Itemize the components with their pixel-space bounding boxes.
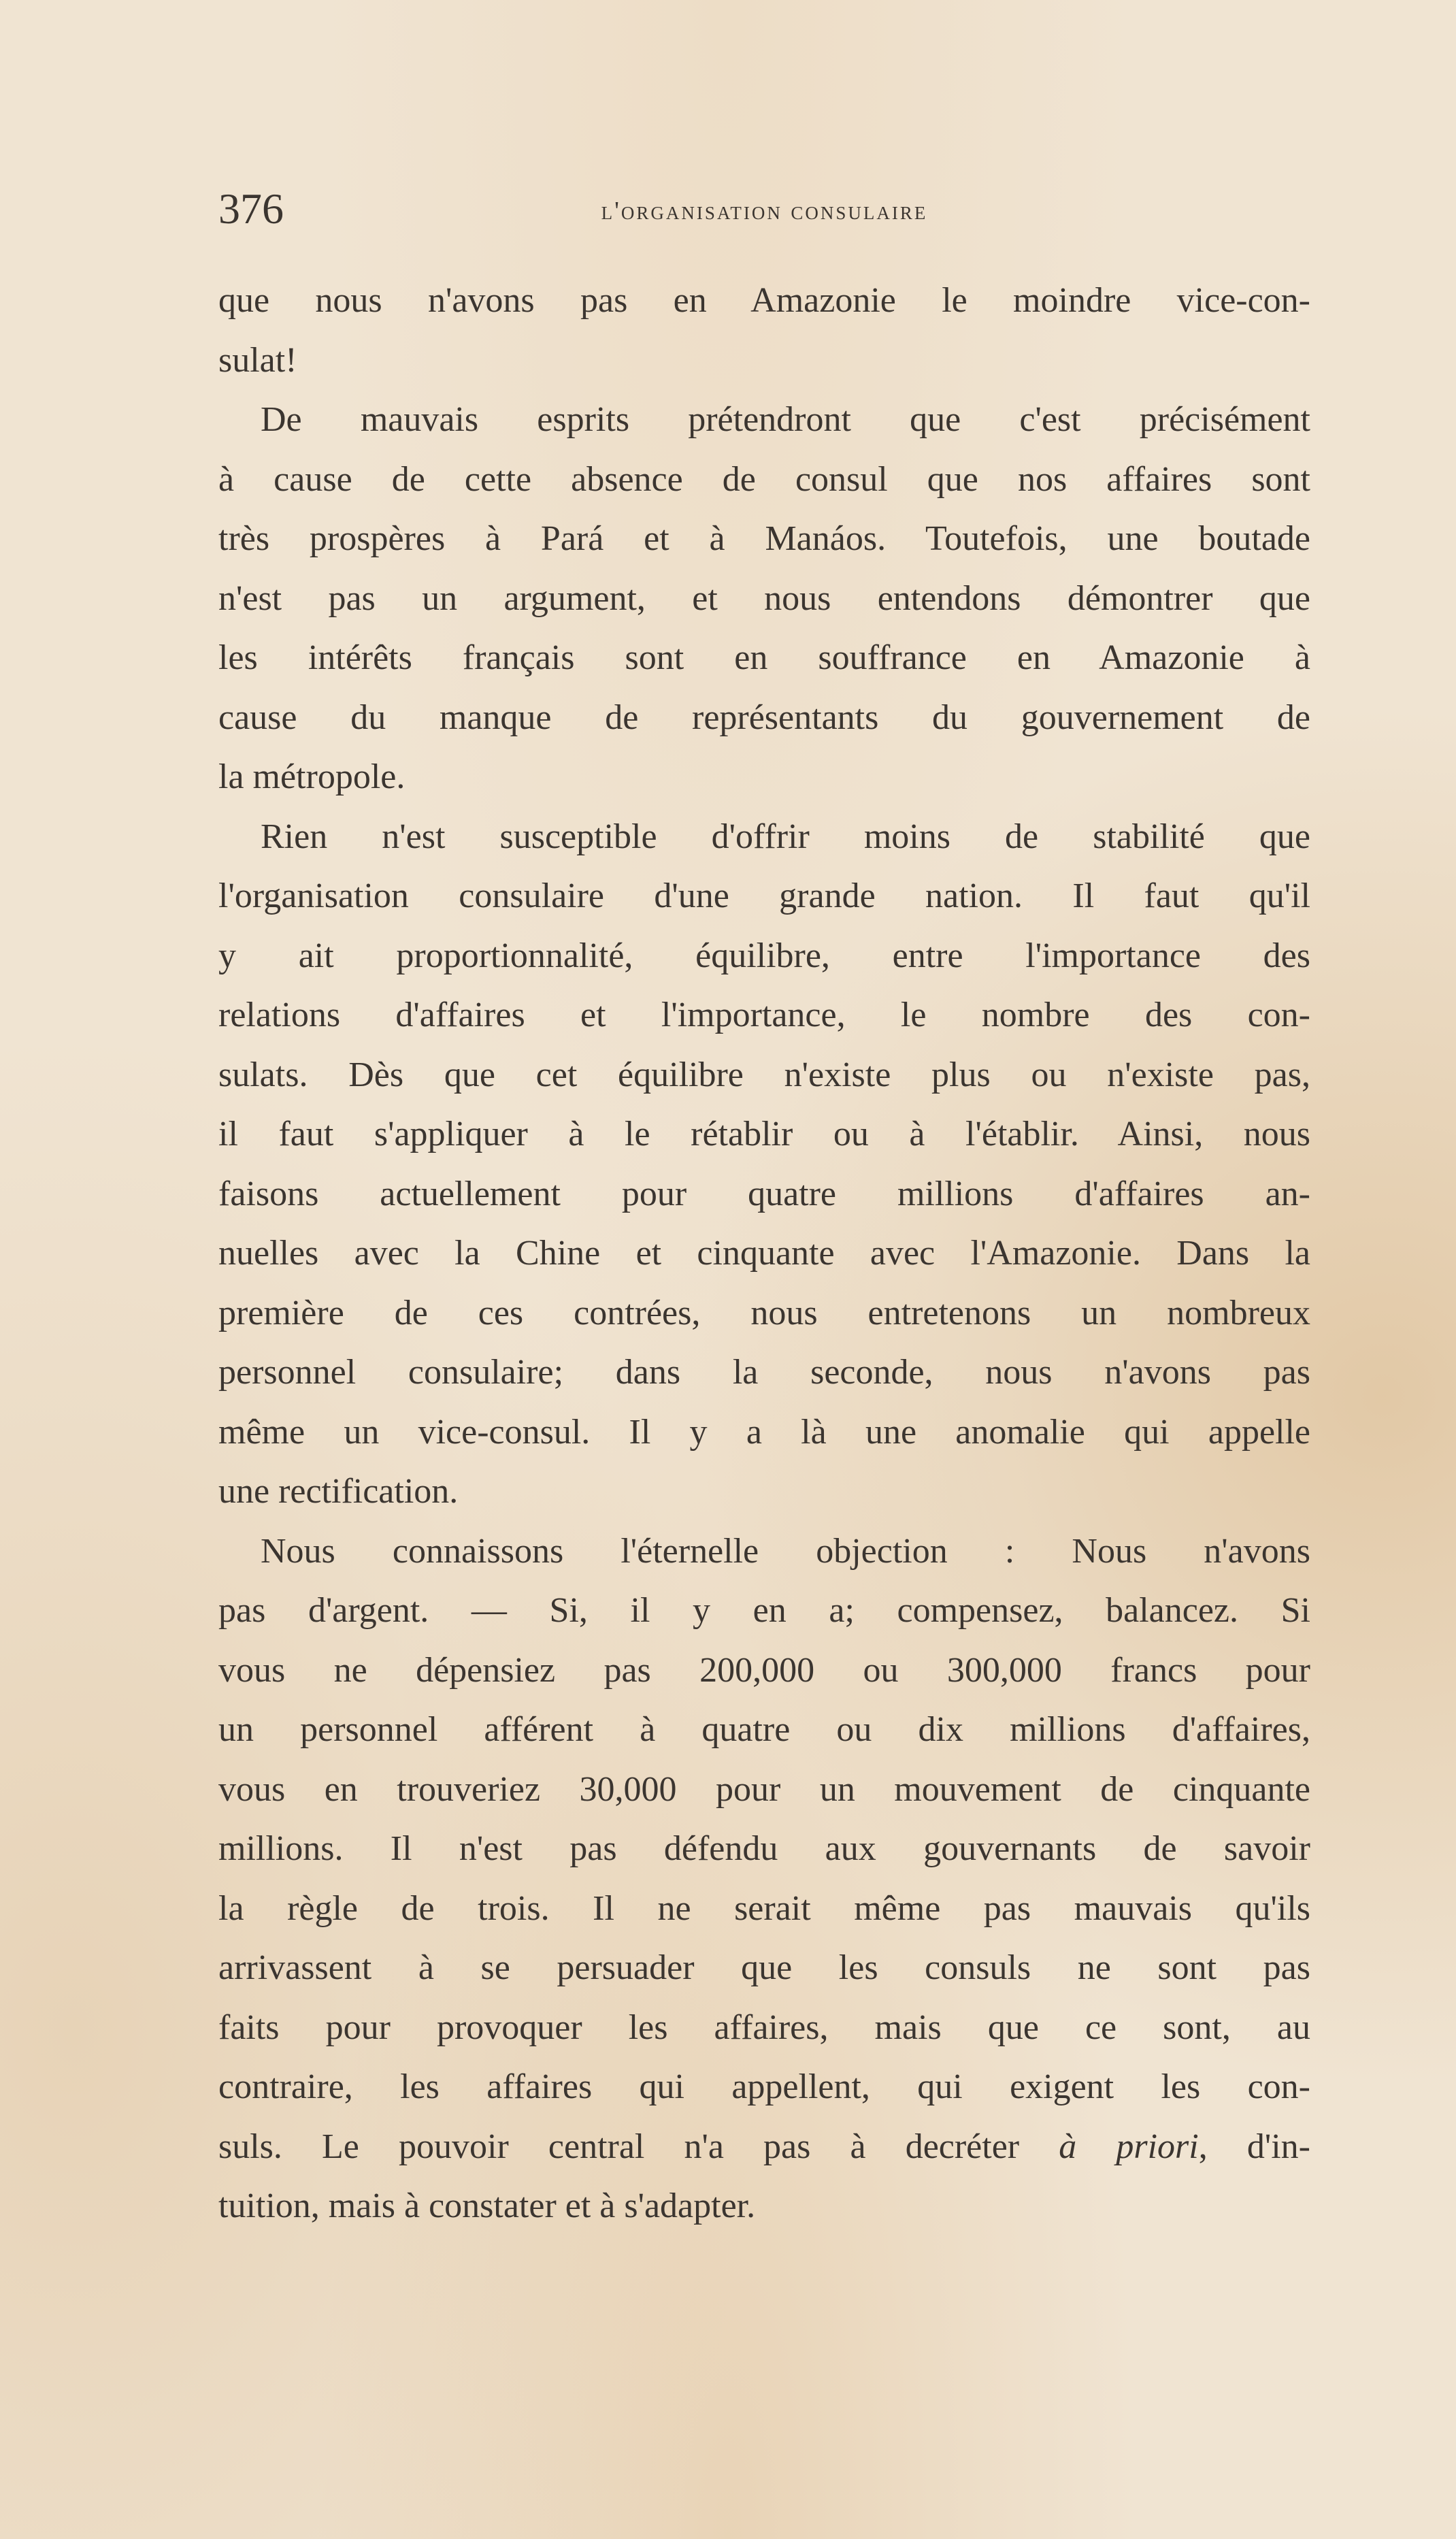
text-span: il faut s'appliquer à le rétablir ou à l'établir. Ainsi, nous (218, 1115, 1310, 1153)
text-line (218, 1819, 1310, 1879)
paragraph (218, 807, 1310, 1522)
text-line (218, 1164, 1310, 1224)
text-span: faits pour provoquer les affaires, mais que ce sont, au (218, 2008, 1310, 2047)
text-line (218, 1104, 1310, 1164)
text-span: arrivassent à se persuader que les consuls ne sont pas (218, 1948, 1310, 1987)
text-span: vous ne dépensiez pas 200,000 ou 300,000 francs pour (218, 1650, 1310, 1690)
text-span: les intérêts français sont en souffrance en Amazonie à (218, 638, 1310, 677)
text-line (218, 1581, 1310, 1641)
text-line (218, 985, 1310, 1045)
page-body (218, 271, 1310, 2236)
text-line (218, 2176, 1310, 2236)
running-header (218, 185, 1310, 233)
text-span: vous en trouveriez 30,000 pour un mouvement de cinquante (218, 1769, 1310, 1809)
text-span: une rectification. (218, 1472, 459, 1511)
text-span: sulat! (218, 340, 297, 380)
running-title: l'organisation consulaire (601, 197, 928, 225)
text-line (218, 747, 1310, 807)
text-line (218, 390, 1310, 450)
paragraph (218, 390, 1310, 807)
text-span: que nous n'avons pas en Amazonie le moindre vice-con- (218, 281, 1310, 320)
text-line (218, 271, 1310, 331)
text-line (218, 450, 1310, 510)
text-span: Nous connaissons l'éternelle objection : Nous n'avons (261, 1531, 1310, 1571)
text-line (218, 1700, 1310, 1760)
text-span: très prospères à Pará et à Manáos. Toutefois, une boutade (218, 519, 1310, 558)
text-line (218, 807, 1310, 867)
text-line (218, 509, 1310, 569)
text-span: suls. Le pouvoir central n'a pas à decréter (218, 2127, 1059, 2166)
text-span: la métropole. (218, 757, 406, 796)
text-line (218, 1403, 1310, 1462)
paragraph (218, 271, 1310, 390)
text-span: l'organisation consulaire d'une grande nation. Il faut qu'il (218, 877, 1310, 915)
text-span: relations d'affaires et l'importance, le nombre des con- (218, 996, 1310, 1034)
text-line (218, 1641, 1310, 1701)
text-line (218, 569, 1310, 629)
text-span: De mauvais esprits prétendront que c'est précisément (261, 400, 1310, 439)
text-line (218, 1045, 1310, 1105)
text-line (218, 1462, 1310, 1522)
text-span: y ait proportionnalité, équilibre, entre l'importance des (218, 936, 1310, 975)
text-line (218, 866, 1310, 926)
text-span: personnel consulaire; dans la seconde, nous n'avons pas (218, 1353, 1310, 1392)
text-line (218, 1998, 1310, 2058)
text-line (218, 688, 1310, 748)
text-span: tuition, mais à constater et à s'adapter. (218, 2186, 756, 2225)
text-span: contraire, les affaires qui appellent, qui exigent les con- (218, 2067, 1310, 2106)
text-span: millions. Il n'est pas défendu aux gouvernants de savoir (218, 1829, 1310, 1868)
text-span: à cause de cette absence de consul que nos affaires sont (218, 459, 1310, 499)
text-line (218, 2057, 1310, 2117)
text-line (218, 926, 1310, 986)
text-span: sulats. Dès que cet équilibre n'existe plus ou n'existe pas, (218, 1055, 1310, 1094)
text-span: Rien n'est susceptible d'offrir moins de stabilité que (261, 817, 1310, 856)
page-number: 376 (218, 184, 284, 233)
text-line (218, 331, 1310, 391)
text-span: nuelles avec la Chine et cinquante avec l'Amazonie. Dans la (218, 1234, 1310, 1273)
text-line (218, 1938, 1310, 1998)
text-line (218, 1760, 1310, 1820)
text-line (218, 1224, 1310, 1283)
text-span: , d'in- (1198, 2127, 1310, 2166)
text-line (218, 1343, 1310, 1403)
text-span: même un vice-consul. Il y a là une anomalie qui appelle (218, 1412, 1310, 1452)
text-span: cause du manque de représentants du gouvernement de (218, 698, 1310, 737)
text-line (218, 1879, 1310, 1939)
text-span: première de ces contrées, nous entretenons un nombreux (218, 1293, 1310, 1332)
text-line (218, 628, 1310, 688)
text-line (218, 1283, 1310, 1343)
text-span: n'est pas un argument, et nous entendons démontrer que (218, 578, 1310, 618)
paragraph (218, 1522, 1310, 2236)
text-span: pas d'argent. — Si, il y en a; compensez, balancez. Si (218, 1591, 1310, 1630)
text-span: la règle de trois. Il ne serait même pas mauvais qu'ils (218, 1888, 1310, 1928)
italic-phrase: à priori (1059, 2127, 1199, 2166)
text-span: un personnel afférent à quatre ou dix millions d'affaires, (218, 1710, 1310, 1749)
text-line (218, 2117, 1310, 2177)
text-line (218, 1522, 1310, 1582)
text-span: faisons actuellement pour quatre millions d'affaires an- (218, 1174, 1310, 1213)
